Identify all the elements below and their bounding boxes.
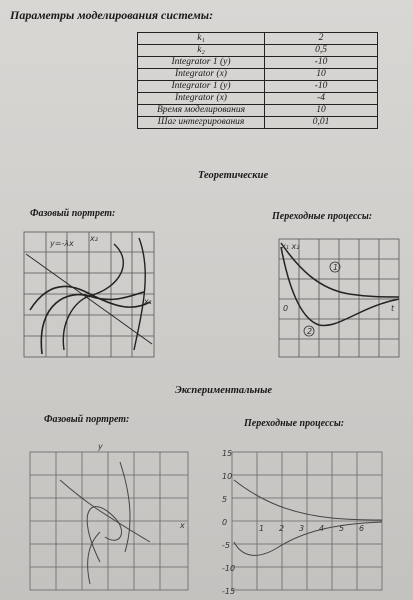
param-value: 2 bbox=[265, 33, 378, 45]
param-label: Integrator 1 (y) bbox=[138, 57, 265, 69]
theory-phase-axis-y: x₂ bbox=[90, 234, 98, 243]
theory-transient-origin: 0 bbox=[283, 304, 289, 313]
experiment-phase-axis-y: y bbox=[98, 442, 103, 451]
experiment-heading: Экспериментальные bbox=[175, 385, 273, 396]
experiment-phase-axis-x: x bbox=[180, 521, 185, 530]
theory-heading: Теоретические bbox=[198, 170, 269, 181]
x-tick-label: 3 bbox=[299, 524, 305, 533]
parameters-table bbox=[137, 32, 378, 129]
param-row bbox=[138, 81, 378, 93]
param-label: Время моделирования bbox=[138, 105, 265, 117]
param-row bbox=[138, 117, 378, 129]
param-value: 10 bbox=[265, 105, 378, 117]
param-label: Integrator (x) bbox=[138, 69, 265, 81]
experiment-phase-portrait bbox=[30, 442, 188, 590]
x-tick-label: 1 bbox=[259, 524, 265, 533]
experiment-transient-title: Переходные процессы: bbox=[244, 418, 345, 429]
experiment-phase-curves bbox=[60, 462, 150, 584]
theory-phase-title: Фазовый портрет: bbox=[30, 208, 116, 219]
param-row bbox=[138, 33, 378, 45]
param-label: Integrator (x) bbox=[138, 93, 265, 105]
curve1-label: 1 bbox=[333, 263, 339, 272]
y-tick-label: 0 bbox=[222, 518, 228, 527]
theory-transient-axis-x: t bbox=[391, 304, 395, 313]
param-row bbox=[138, 69, 378, 81]
param-label: Шаг интегрирования bbox=[138, 117, 265, 129]
param-label: Integrator 1 (y) bbox=[138, 81, 265, 93]
x-tick-label: 2 bbox=[279, 524, 285, 533]
param-row bbox=[138, 57, 378, 69]
y-tick-label: 15 bbox=[222, 449, 233, 458]
y-tick-label: 10 bbox=[222, 472, 233, 481]
theory-phase-axis-x: x₁ bbox=[144, 297, 152, 306]
param-value: -4 bbox=[265, 93, 378, 105]
param-value: 0,5 bbox=[265, 45, 378, 57]
param-value: -10 bbox=[265, 81, 378, 93]
experiment-phase-grid bbox=[30, 452, 188, 590]
param-label: k₂ bbox=[138, 45, 265, 57]
param-value: 0,01 bbox=[265, 117, 378, 129]
experiment-transient-yticks bbox=[222, 449, 235, 596]
param-value: -10 bbox=[265, 57, 378, 69]
x-tick-label: 4 bbox=[319, 524, 325, 533]
theory-transient-plot bbox=[279, 239, 399, 357]
curve2-label: 2 bbox=[307, 327, 313, 336]
y-tick-label: -10 bbox=[222, 564, 236, 573]
theory-line-label: y=-λx bbox=[50, 239, 74, 248]
theory-transient-axis-y: x₁ x₂ bbox=[281, 242, 300, 251]
experiment-transient-grid bbox=[232, 452, 382, 590]
theory-phase-portrait bbox=[24, 232, 154, 357]
y-tick-label: -5 bbox=[222, 541, 230, 550]
x-tick-label: 5 bbox=[339, 524, 345, 533]
param-label: k₁ bbox=[138, 33, 265, 45]
experiment-transient-plot bbox=[222, 449, 382, 596]
param-row bbox=[138, 45, 378, 57]
param-row bbox=[138, 105, 378, 117]
param-value: 10 bbox=[265, 69, 378, 81]
theory-transient-grid bbox=[279, 239, 399, 357]
page-title: Параметры моделирования системы: bbox=[10, 8, 214, 22]
y-tick-label: -15 bbox=[222, 587, 236, 596]
param-row bbox=[138, 93, 378, 105]
experiment-phase-title: Фазовый портрет: bbox=[44, 414, 130, 425]
y-tick-label: 5 bbox=[222, 495, 228, 504]
x-tick-label: 6 bbox=[359, 524, 365, 533]
theory-transient-title: Переходные процессы: bbox=[272, 211, 373, 222]
